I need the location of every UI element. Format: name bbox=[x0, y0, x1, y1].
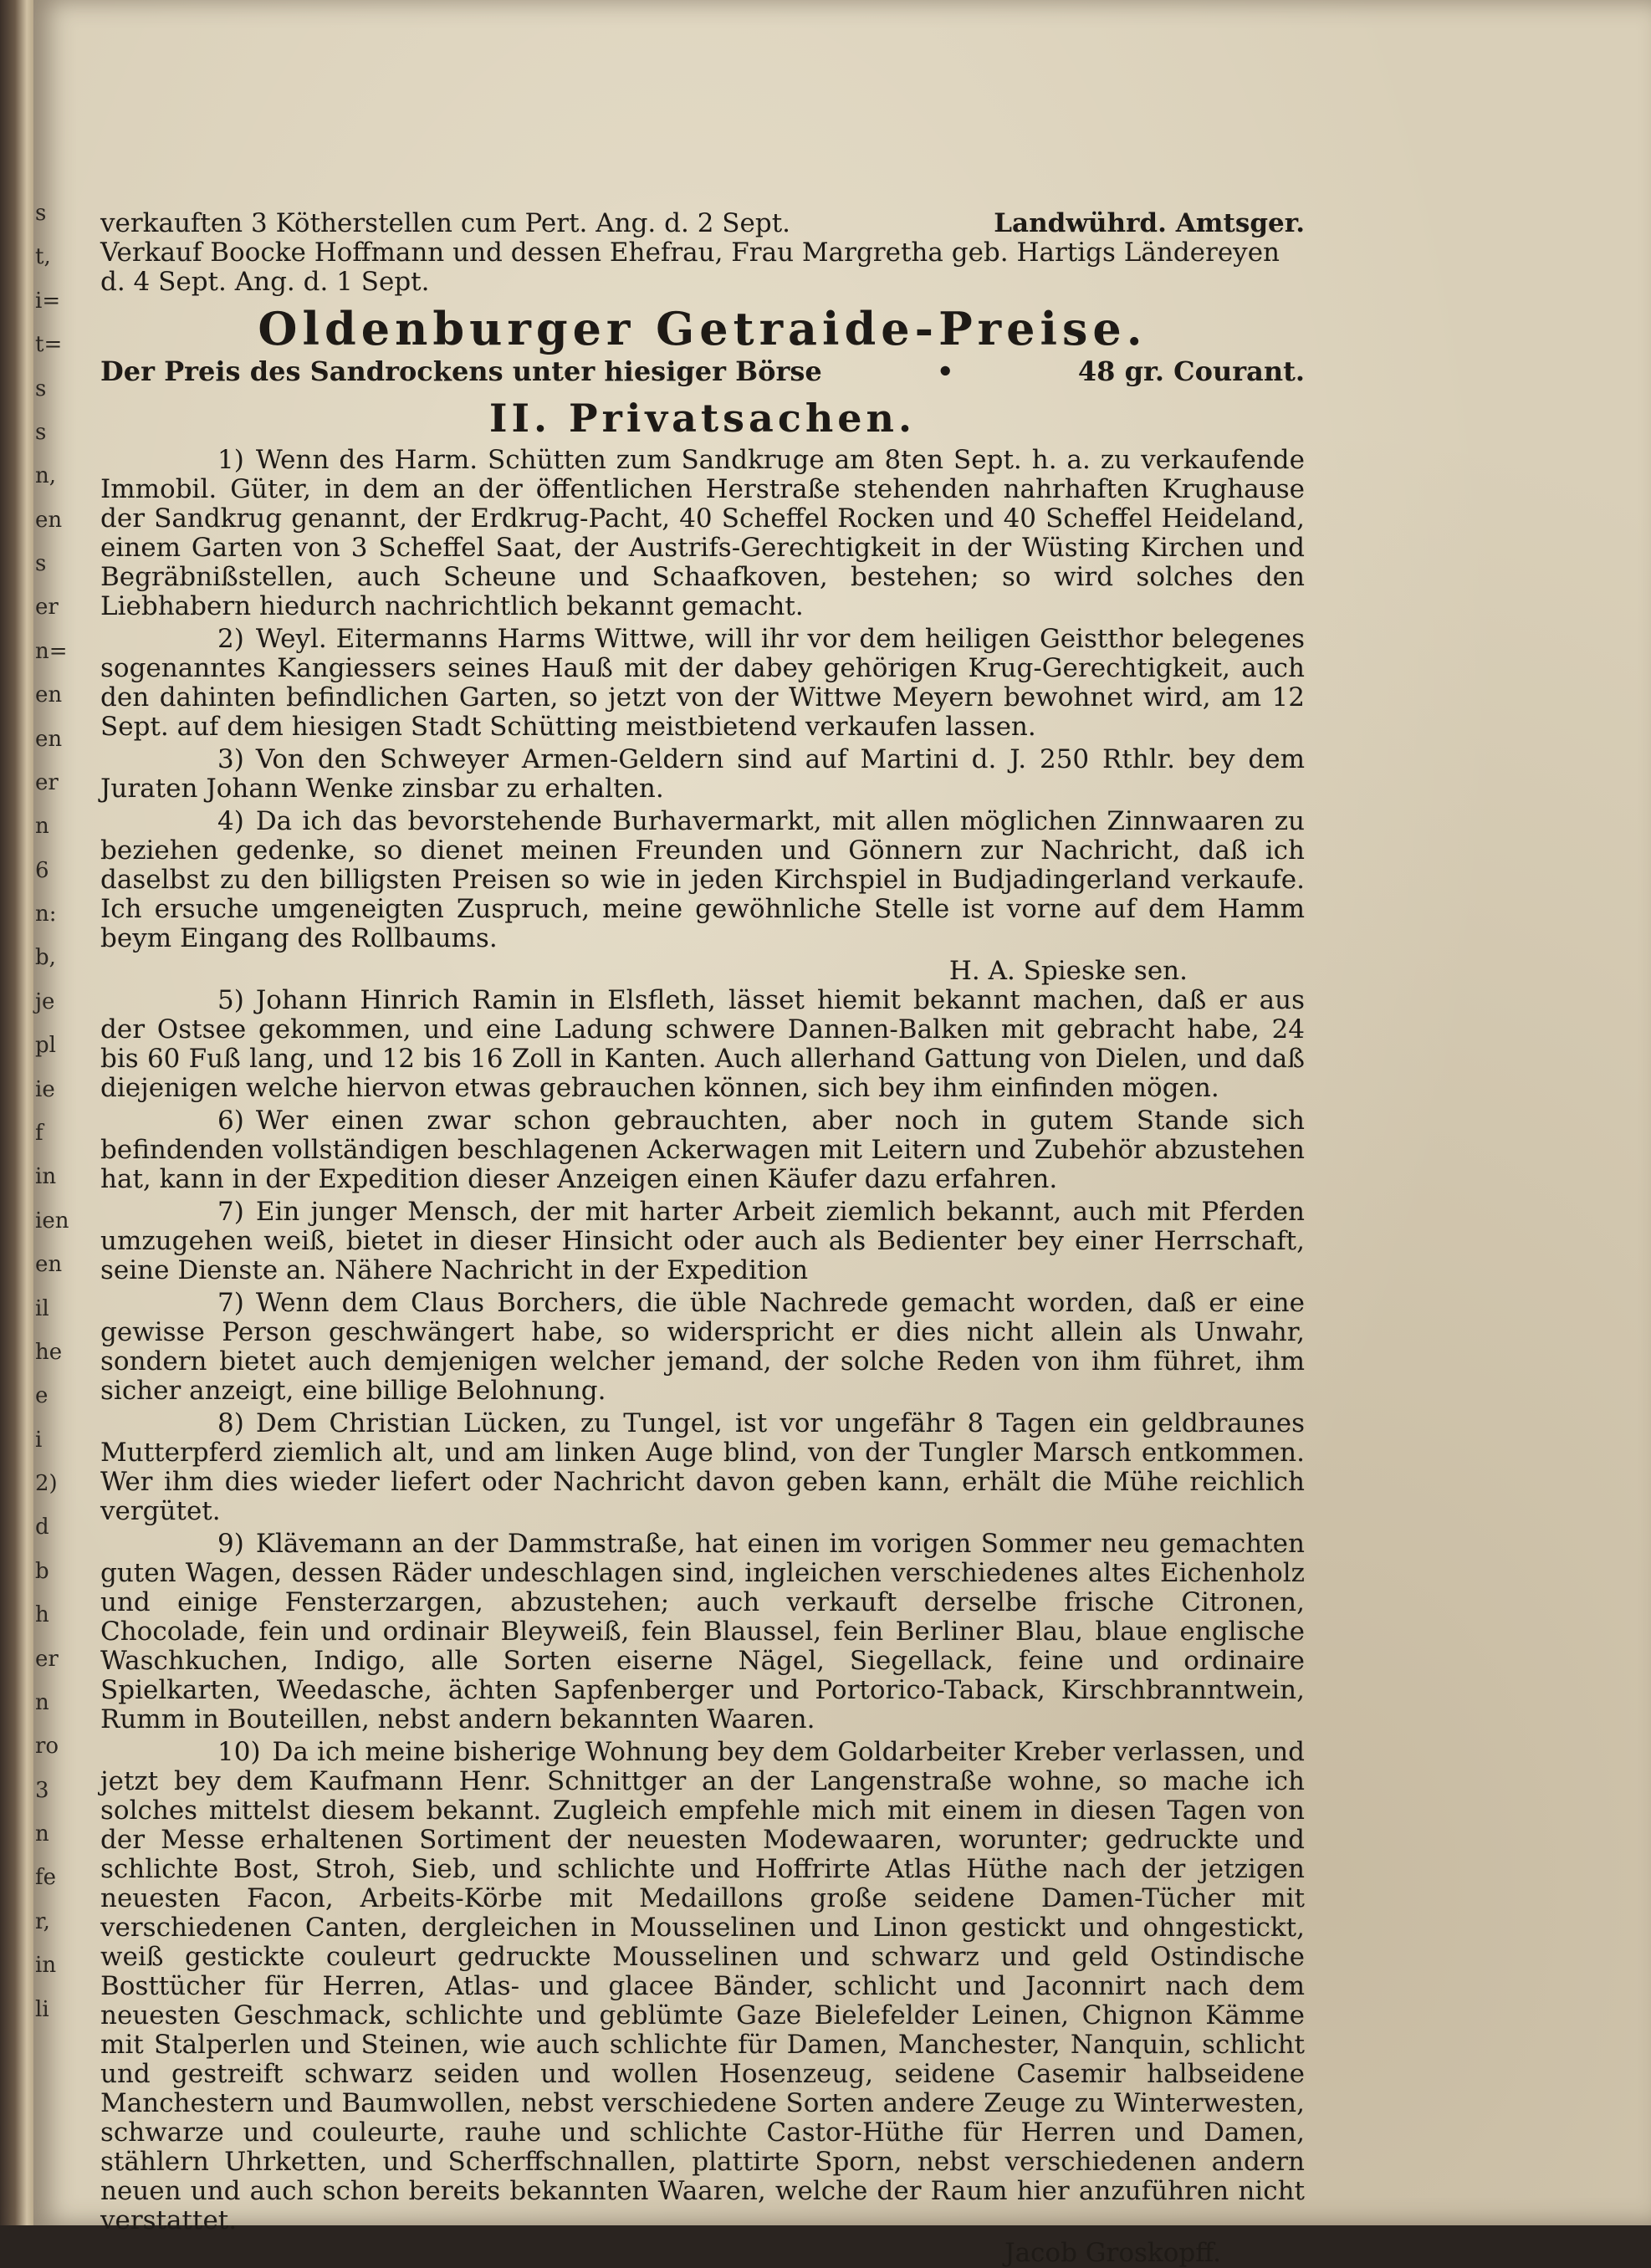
margin-fragment: ien bbox=[35, 1208, 69, 1234]
margin-fragment: t= bbox=[35, 332, 63, 357]
advertisement-entry bbox=[100, 745, 1305, 804]
margin-fragment: t, bbox=[35, 244, 51, 269]
rye-price-line bbox=[100, 357, 1305, 392]
margin-fragment: er bbox=[35, 1647, 59, 1672]
entry-text: Da ich das bevorstehende Burhavermarkt, mit allen möglichen Zinnwaaren zu beziehen gedenke, so dienet meinen Freunden und Gönnern zur Nachricht, daß ich daselbst zu den billigsten Preisen so wie in jeden Kirchspiel in Budjadingerland verkaufe. Ich ersuche umgeneigten Zuspruch, meine gewöhnliche Stelle ist vorne auf dem Hamm beym Eingang des Rollbaums. bbox=[100, 806, 1305, 953]
margin-fragment: n bbox=[35, 1821, 49, 1847]
advertisement-entry bbox=[100, 1198, 1305, 1285]
advertisement-entry bbox=[100, 1530, 1305, 1734]
top-line-1 bbox=[100, 209, 1305, 238]
margin-fragment: li bbox=[35, 1997, 49, 2022]
margin-fragment: in bbox=[35, 1164, 57, 1189]
margin-fragment: fe bbox=[35, 1865, 57, 1890]
entry-text: Dem Christian Lücken, zu Tungel, ist vor ungefähr 8 Tagen ein geldbraunes Mutterpferd ziemlich alt, und am linken Auge blind, von der Tungler Marsch entkommen. Wer ihm dies wieder liefert oder Nachricht davon geben kann, erhält die Mühe reichlich vergütet. bbox=[100, 1408, 1305, 1526]
entry-text: Klävemann an der Dammstraße, hat einen im vorigen Sommer neu gemachten guten Wagen, dessen Räder undeschlagen sind, ingleichen verschiedenes altes Eichenholz und einige Fensterzargen, abzustehen; auch verkauft derselbe frische Citronen, Chocolade, fein und ordinair Bleyweiß, fein Blaussel, fein Berliner Blau, blaue englische Waschkuchen, Indigo, alle Sorten eiserne Nägel, Siegellack, feine und ordinaire Spielkarten, Weedasche, ächten Sapfenberger und Portorico-Taback, Kirschbranntwein, Rumm in Bouteillen, nebst andern bekannten Waaren. bbox=[100, 1529, 1305, 1734]
margin-fragment: b bbox=[35, 1559, 49, 1584]
entry-number: 4) bbox=[217, 806, 244, 836]
margin-fragment: pl bbox=[35, 1033, 56, 1058]
entry-number: 7) bbox=[217, 1288, 244, 1318]
entry-number: 5) bbox=[217, 985, 244, 1015]
margin-fragment: n bbox=[35, 1690, 49, 1715]
left-margin-fragments bbox=[33, 201, 69, 2041]
margin-fragment: in bbox=[35, 1953, 57, 1978]
margin-fragment: en bbox=[35, 682, 63, 707]
margin-fragment: je bbox=[35, 989, 55, 1014]
advertisement-entry bbox=[100, 807, 1305, 953]
entry-text: Ein junger Mensch, der mit harter Arbeit ziemlich bekannt, auch mit Pferden umzugehen weiß, bietet in dieser Hinsicht oder auch als Bedienter bey einer Herrschaft, seine Dienste an. Nähere Nachricht in der Expedition bbox=[100, 1197, 1305, 1285]
entry-text: Da ich meine bisherige Wohnung bey dem Goldarbeiter Kreber verlassen, und jetzt bey dem Kaufmann Henr. Schnittger an der Langenstraße wohne, so mache ich solches mittelst diesem bekannt. Zugleich empfehle mich mit einem in diesen Tagen von der Messe erhaltenen Sortiment der neuesten Modewaaren, worunter; gedruckte und schlichte Bost, Stroh, Sieb, und schlichte und Hoffrirte Atlas Hüthe nach der jetzigen neuesten Facon, Arbeits-Körbe mit Medaillons große seidene Damen-Tücher mit verschiedenen Canten, dergleichen in Mousselinen und Linon gestickt und ohngestickt, weiß gestickte couleurt gedruckte Mousselinen und schwarz und geld Ostindische Bosttücher für Herren, Atlas- und glacee Bänder, schlicht und Jaconnirt nach dem neuesten Geschmack, schlichte und geblümte Gaze Bielefelder Leinen, Chignon Kämme mit Stalperlen und Steinen, wie auch schlichte für Damen, Manchester, Nanquin, schlicht und gestreift schwarz seiden und wollen Hosenzeug, seidene Casemir halbseidene Manchestern und Baumwollen, nebst verschiedene Sorten andere Zeuge zu Winterwesten, schwarze und couleurte, rauhe und schlichte Castor-Hüthe für Herren und Damen, stählern Uhrketten, und Scherffschnallen, plattirte Sporn, nebst verschiedenen andern neuen und auch schon bereits bekannten Waaren, welche der Raum hier anzuführen nicht verstattet. bbox=[100, 1737, 1305, 2235]
oldenburg-grain-prices-heading: Oldenburger Getraide-Preise. bbox=[258, 302, 1148, 355]
top-line-2-left: Verkauf Boocke Hoffmann und dessen Ehefrau, Frau Margretha geb. Hartigs Ländereyen d. 4 Sept. Ang. d. 1 Sept. bbox=[100, 238, 1280, 297]
margin-fragment: n= bbox=[35, 639, 68, 664]
margin-fragment: b, bbox=[35, 945, 56, 970]
newspaper-page bbox=[33, 0, 1651, 2268]
advertisement-entry bbox=[100, 1738, 1305, 2235]
top-line-1-right: Landwührd. Amtsger. bbox=[994, 208, 1305, 238]
entry-number: 3) bbox=[217, 744, 244, 774]
advertisement-entry bbox=[100, 1409, 1305, 1526]
page-content bbox=[100, 209, 1305, 2268]
margin-fragment: d bbox=[35, 1515, 49, 1540]
entry-signature: Jacob Groskopff. bbox=[1004, 2238, 1221, 2268]
rye-price-value: 48 gr. Courant. bbox=[1077, 355, 1305, 387]
entry-number: 9) bbox=[217, 1529, 244, 1559]
margin-fragment: 3 bbox=[35, 1778, 49, 1803]
margin-fragment: 2) bbox=[35, 1471, 58, 1496]
margin-fragment: ro bbox=[35, 1734, 59, 1759]
margin-fragment: i bbox=[35, 1428, 43, 1453]
margin-fragment: n, bbox=[35, 463, 57, 488]
entry-number: 10) bbox=[217, 1737, 261, 1767]
margin-fragment: en bbox=[35, 508, 63, 533]
entry-number: 6) bbox=[217, 1106, 244, 1136]
margin-fragment: s bbox=[35, 376, 47, 401]
entry-text: Wenn dem Claus Borchers, die üble Nachrede gemacht worden, daß er eine gewisse Person geschwängert habe, so widerspricht er dies nicht allein als Unwahr, sondern bietet auch demjenigen welcher jemand, der solche Reden von ihm führet, ihm sicher anzeigt, eine billige Belohnung. bbox=[100, 1288, 1305, 1406]
margin-fragment: s bbox=[35, 551, 47, 576]
entry-text: Johann Hinrich Ramin in Elsfleth, lässet hiemit bekannt machen, daß er aus der Ostsee gekommen, und eine Ladung schwere Dannen-Balken mit gebracht habe, 24 bis 60 Fuß lang, und 12 bis 16 Zoll in Kanten. Auch allerhand Gattung von Dielen, und daß diejenigen welche hiervon etwas gebrauchen können, sich bey ihm einfinden mögen. bbox=[100, 985, 1305, 1103]
entry-number: 7) bbox=[217, 1197, 244, 1227]
advertisement-entry bbox=[100, 986, 1305, 1103]
book-spine-edge bbox=[0, 0, 33, 2225]
entry-signature: H. A. Spieske sen. bbox=[948, 956, 1188, 986]
advertisement-entry bbox=[100, 625, 1305, 742]
top-line-1-left: verkauften 3 Kötherstellen cum Pert. Ang. d. 2 Sept. bbox=[100, 208, 791, 238]
margin-fragment: en bbox=[35, 1252, 63, 1277]
entry-number: 1) bbox=[217, 445, 244, 475]
margin-fragment: f bbox=[35, 1121, 43, 1146]
advertisement-entry bbox=[100, 1106, 1305, 1194]
margin-fragment: 6 bbox=[35, 858, 49, 883]
margin-fragment: en bbox=[35, 727, 63, 752]
margin-fragment: ie bbox=[35, 1077, 55, 1102]
advertisement-entry bbox=[100, 446, 1305, 621]
entry-number: 8) bbox=[217, 1408, 244, 1438]
margin-fragment: il bbox=[35, 1296, 49, 1321]
margin-fragment: he bbox=[35, 1340, 63, 1365]
top-line-2 bbox=[100, 238, 1305, 297]
margin-fragment: s bbox=[35, 201, 47, 226]
advertisement-entries bbox=[100, 446, 1305, 2268]
rye-price-leader: • bbox=[937, 355, 954, 387]
margin-fragment: er bbox=[35, 770, 59, 795]
margin-fragment: n bbox=[35, 814, 49, 839]
margin-fragment: h bbox=[35, 1602, 49, 1627]
margin-fragment: er bbox=[35, 595, 59, 620]
entry-text: Von den Schweyer Armen-Geldern sind auf Martini d. J. 250 Rthlr. bey dem Juraten Johann Wenke zinsbar zu erhalten. bbox=[100, 744, 1305, 804]
margin-fragment: n: bbox=[35, 902, 57, 927]
margin-fragment: r, bbox=[35, 1909, 50, 1934]
entry-number: 2) bbox=[217, 624, 244, 654]
margin-fragment: e bbox=[35, 1383, 49, 1408]
advertisement-entry bbox=[100, 1289, 1305, 1406]
margin-fragment: i= bbox=[35, 289, 61, 314]
margin-fragment: s bbox=[35, 420, 47, 445]
entry-text: Weyl. Eitermanns Harms Wittwe, will ihr vor dem heiligen Geistthor belegenes sogenanntes Kangiessers seines Hauß mit der dabey gehörigen Krug-Gerechtigkeit, auch den dahinten befindlichen Garten, so jetzt von der Wittwe Meyern bewohnet wird, am 12 Sept. auf dem hiesigen Stadt Schütting meistbietend verkaufen lassen. bbox=[100, 624, 1305, 742]
private-matters-heading: II. Privatsachen. bbox=[488, 396, 917, 441]
rye-price-label: Der Preis des Sandrockens unter hiesiger Börse bbox=[100, 355, 822, 387]
entry-text: Wer einen zwar schon gebrauchten, aber noch in gutem Stande sich befindenden vollständigen beschlagenen Ackerwagen mit Leitern und Zubehör abzustehen hat, kann in der Expedition dieser Anzeigen einen Käufer dazu erfahren. bbox=[100, 1106, 1305, 1194]
entry-text: Wenn des Harm. Schütten zum Sandkruge am 8ten Sept. h. a. zu verkaufende Immobil. Güter, in dem an der öffentlichen Herstraße stehenden nahrhaften Krughause der Sandkrug genannt, der Erdkrug-Pacht, 40 Scheffel Rocken und 40 Scheffel Heideland, einem Garten von 3 Scheffel Saat, der Austrifs-Gerechtigkeit in der Wüsting Kirchen und Begräbnißstellen, auch Scheune und Schaafkoven, bestehen; so wird solches den Liebhabern hiedurch nachrichtlich bekannt gemacht. bbox=[100, 445, 1305, 621]
